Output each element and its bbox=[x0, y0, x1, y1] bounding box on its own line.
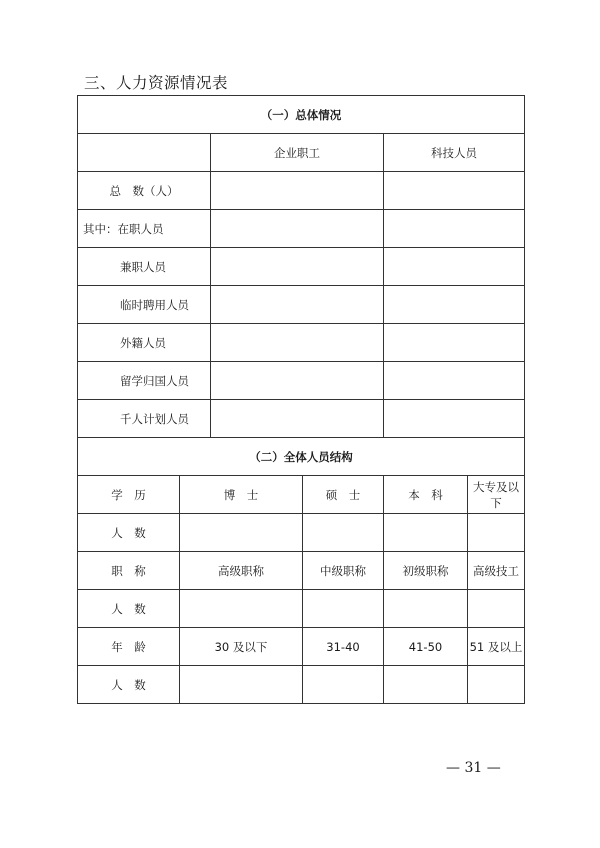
title-col-senior: 高级职称 bbox=[180, 552, 303, 590]
input-cell[interactable] bbox=[211, 400, 384, 438]
row-label-total: 总 数（人） bbox=[78, 172, 211, 210]
blank-cell bbox=[78, 134, 211, 172]
age-col-51: 51 及以上 bbox=[468, 628, 525, 666]
input-cell[interactable] bbox=[180, 666, 303, 704]
input-cell[interactable] bbox=[303, 666, 384, 704]
page-title: 三、人力资源情况表 bbox=[84, 74, 229, 92]
hr-table bbox=[77, 95, 525, 704]
edu-col-phd: 博 士 bbox=[180, 476, 303, 514]
age-col-31-40: 31-40 bbox=[303, 628, 384, 666]
input-cell[interactable] bbox=[468, 514, 525, 552]
age-col-30: 30 及以下 bbox=[180, 628, 303, 666]
input-cell[interactable] bbox=[384, 210, 525, 248]
row-label-title: 职 称 bbox=[78, 552, 180, 590]
row-label-count: 人 数 bbox=[78, 590, 180, 628]
input-cell[interactable] bbox=[211, 172, 384, 210]
edu-col-bachelor: 本 科 bbox=[384, 476, 468, 514]
section2-heading: （二）全体人员结构 bbox=[78, 438, 525, 476]
input-cell[interactable] bbox=[384, 666, 468, 704]
row-label-thousand: 千人计划人员 bbox=[78, 400, 211, 438]
col-header-enterprise: 企业职工 bbox=[211, 134, 384, 172]
input-cell[interactable] bbox=[180, 590, 303, 628]
row-label-education: 学 历 bbox=[78, 476, 180, 514]
input-cell[interactable] bbox=[384, 590, 468, 628]
edu-col-master: 硕 士 bbox=[303, 476, 384, 514]
row-label-age: 年 龄 bbox=[78, 628, 180, 666]
input-cell[interactable] bbox=[303, 590, 384, 628]
input-cell[interactable] bbox=[180, 514, 303, 552]
row-label-foreign: 外籍人员 bbox=[78, 324, 211, 362]
row-label-parttime: 兼职人员 bbox=[78, 248, 211, 286]
row-label-count: 人 数 bbox=[78, 666, 180, 704]
input-cell[interactable] bbox=[468, 590, 525, 628]
input-cell[interactable] bbox=[384, 514, 468, 552]
input-cell[interactable] bbox=[211, 210, 384, 248]
page-number: — 31 — bbox=[446, 760, 501, 776]
row-label-returnee: 留学归国人员 bbox=[78, 362, 211, 400]
input-cell[interactable] bbox=[384, 286, 525, 324]
col-header-tech: 科技人员 bbox=[384, 134, 525, 172]
input-cell[interactable] bbox=[211, 324, 384, 362]
edu-col-college: 大专及以下 bbox=[468, 476, 525, 514]
input-cell[interactable] bbox=[211, 286, 384, 324]
input-cell[interactable] bbox=[384, 172, 525, 210]
row-label-temp: 临时聘用人员 bbox=[78, 286, 211, 324]
section1-heading: （一）总体情况 bbox=[78, 96, 525, 134]
input-cell[interactable] bbox=[468, 666, 525, 704]
row-label-count: 人 数 bbox=[78, 514, 180, 552]
input-cell[interactable] bbox=[303, 514, 384, 552]
input-cell[interactable] bbox=[384, 324, 525, 362]
input-cell[interactable] bbox=[211, 362, 384, 400]
title-col-technician: 高级技工 bbox=[468, 552, 525, 590]
age-col-41-50: 41-50 bbox=[384, 628, 468, 666]
title-col-mid: 中级职称 bbox=[303, 552, 384, 590]
title-col-junior: 初级职称 bbox=[384, 552, 468, 590]
row-label-onjob: 其中：在职人员 bbox=[78, 210, 211, 248]
input-cell[interactable] bbox=[384, 400, 525, 438]
input-cell[interactable] bbox=[211, 248, 384, 286]
input-cell[interactable] bbox=[384, 362, 525, 400]
input-cell[interactable] bbox=[384, 248, 525, 286]
